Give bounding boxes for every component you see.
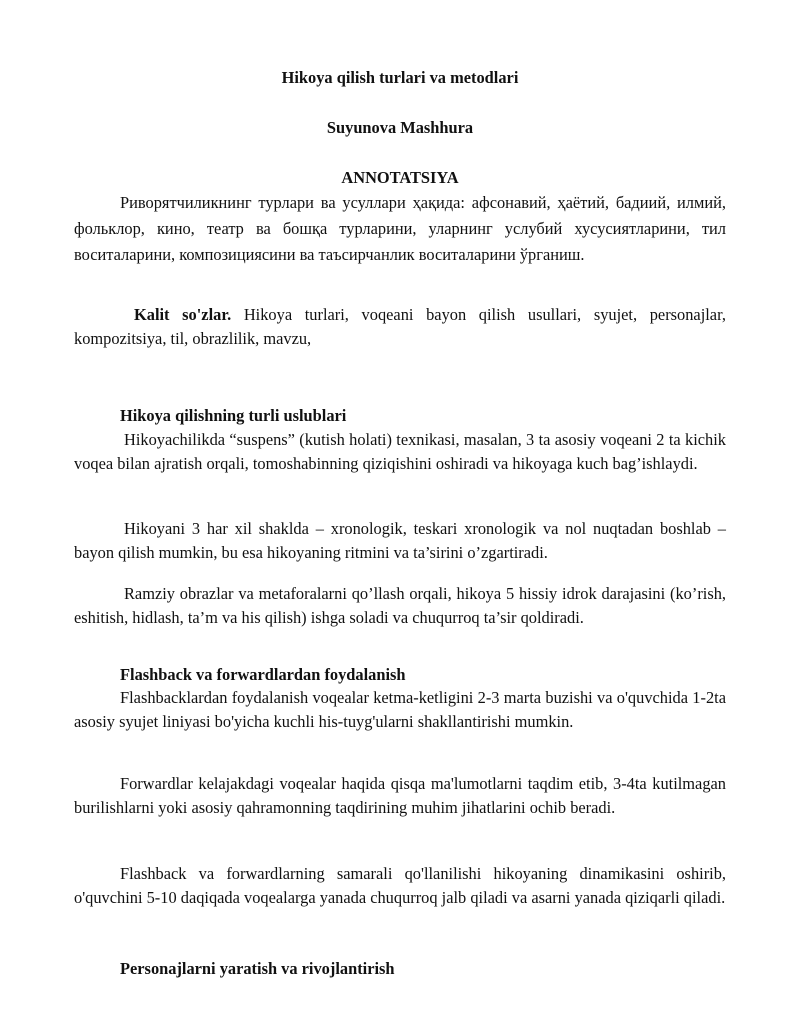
section-heading: Hikoya qilishning turli uslublari <box>120 406 347 425</box>
section-paragraph: Forwardlar kelajakdagi voqealar haqida qisqa ma'lumotlarni taqdim etib, 3-4ta kutilmagan burilishlarni yoki asosiy qahramonning taqdirining muhim jihatlarini ochib beradi. <box>74 774 726 817</box>
keywords-paragraph <box>74 303 726 351</box>
annotation-paragraph: Риворятчиликнинг турлари ва усуллари ҳақида: афсонавий, ҳаётий, бадиий, илмий, фольклор, кино, театр ва бошқа турларини, уларнинг услубий хусусиятларини, тил воситаларини, композициясини ва таъсирчанлик воситаларини ўрганиш. <box>74 193 726 264</box>
keywords-text: Hikoya turlari, voqeani bayon qilish usullari, syujet, personajlar, kompozitsiya, til, obrazlilik, mavzu, <box>74 305 726 348</box>
author-name: Suyunova Mashhura <box>326 118 474 137</box>
keywords-label: Kalit so'zlar. <box>134 305 232 324</box>
section-heading: Flashback va forwardlardan foydalanish <box>120 665 406 684</box>
section-paragraph: Ramziy obrazlar va metaforalarni qo’llash orqali, hikoya 5 hissiy idrok darajasini (ko’rish, eshitish, hidlash, ta’m va his qilish) ishga soladi va chuqurroq ta’sir qoldiradi. <box>74 584 726 627</box>
annotation-heading: ANNOTATSIYA <box>341 168 459 187</box>
section-heading: Personajlarni yaratish va rivojlantirish <box>120 959 395 978</box>
section-paragraph: Flashback va forwardlarning samarali qo'llanilishi hikoyaning dinamikasini oshirib, o'quvchini 5-10 daqiqada voqealarga yanada chuqurroq jalb qiladi va asarni yanada qiziqarli qiladi. <box>74 864 726 907</box>
section-paragraph: Hikoyachilikda “suspens” (kutish holati) texnikasi, masalan, 3 ta asosiy voqeani 2 ta kichik voqea bilan ajratish orqali, tomoshabinning qiziqishini oshiradi va hikoyaga kuch bag’ishlaydi. <box>74 430 726 473</box>
document-title: Hikoya qilish turlari va metodlari <box>281 68 519 87</box>
section-paragraph: Hikoyani 3 har xil shaklda – xronologik, teskari xronologik va nol nuqtadan boshlab – bayon qilish mumkin, bu esa hikoyaning ritmini va ta’sirini o’zgartiradi. <box>74 519 726 562</box>
section-paragraph: Flashbacklardan foydalanish voqealar ketma-ketligini 2-3 marta buzishi va o'quvchida 1-2ta asosiy syujet liniyasi bo'yicha kuchli his-tuyg'ularni shakllantirishi mumkin. <box>74 688 726 731</box>
